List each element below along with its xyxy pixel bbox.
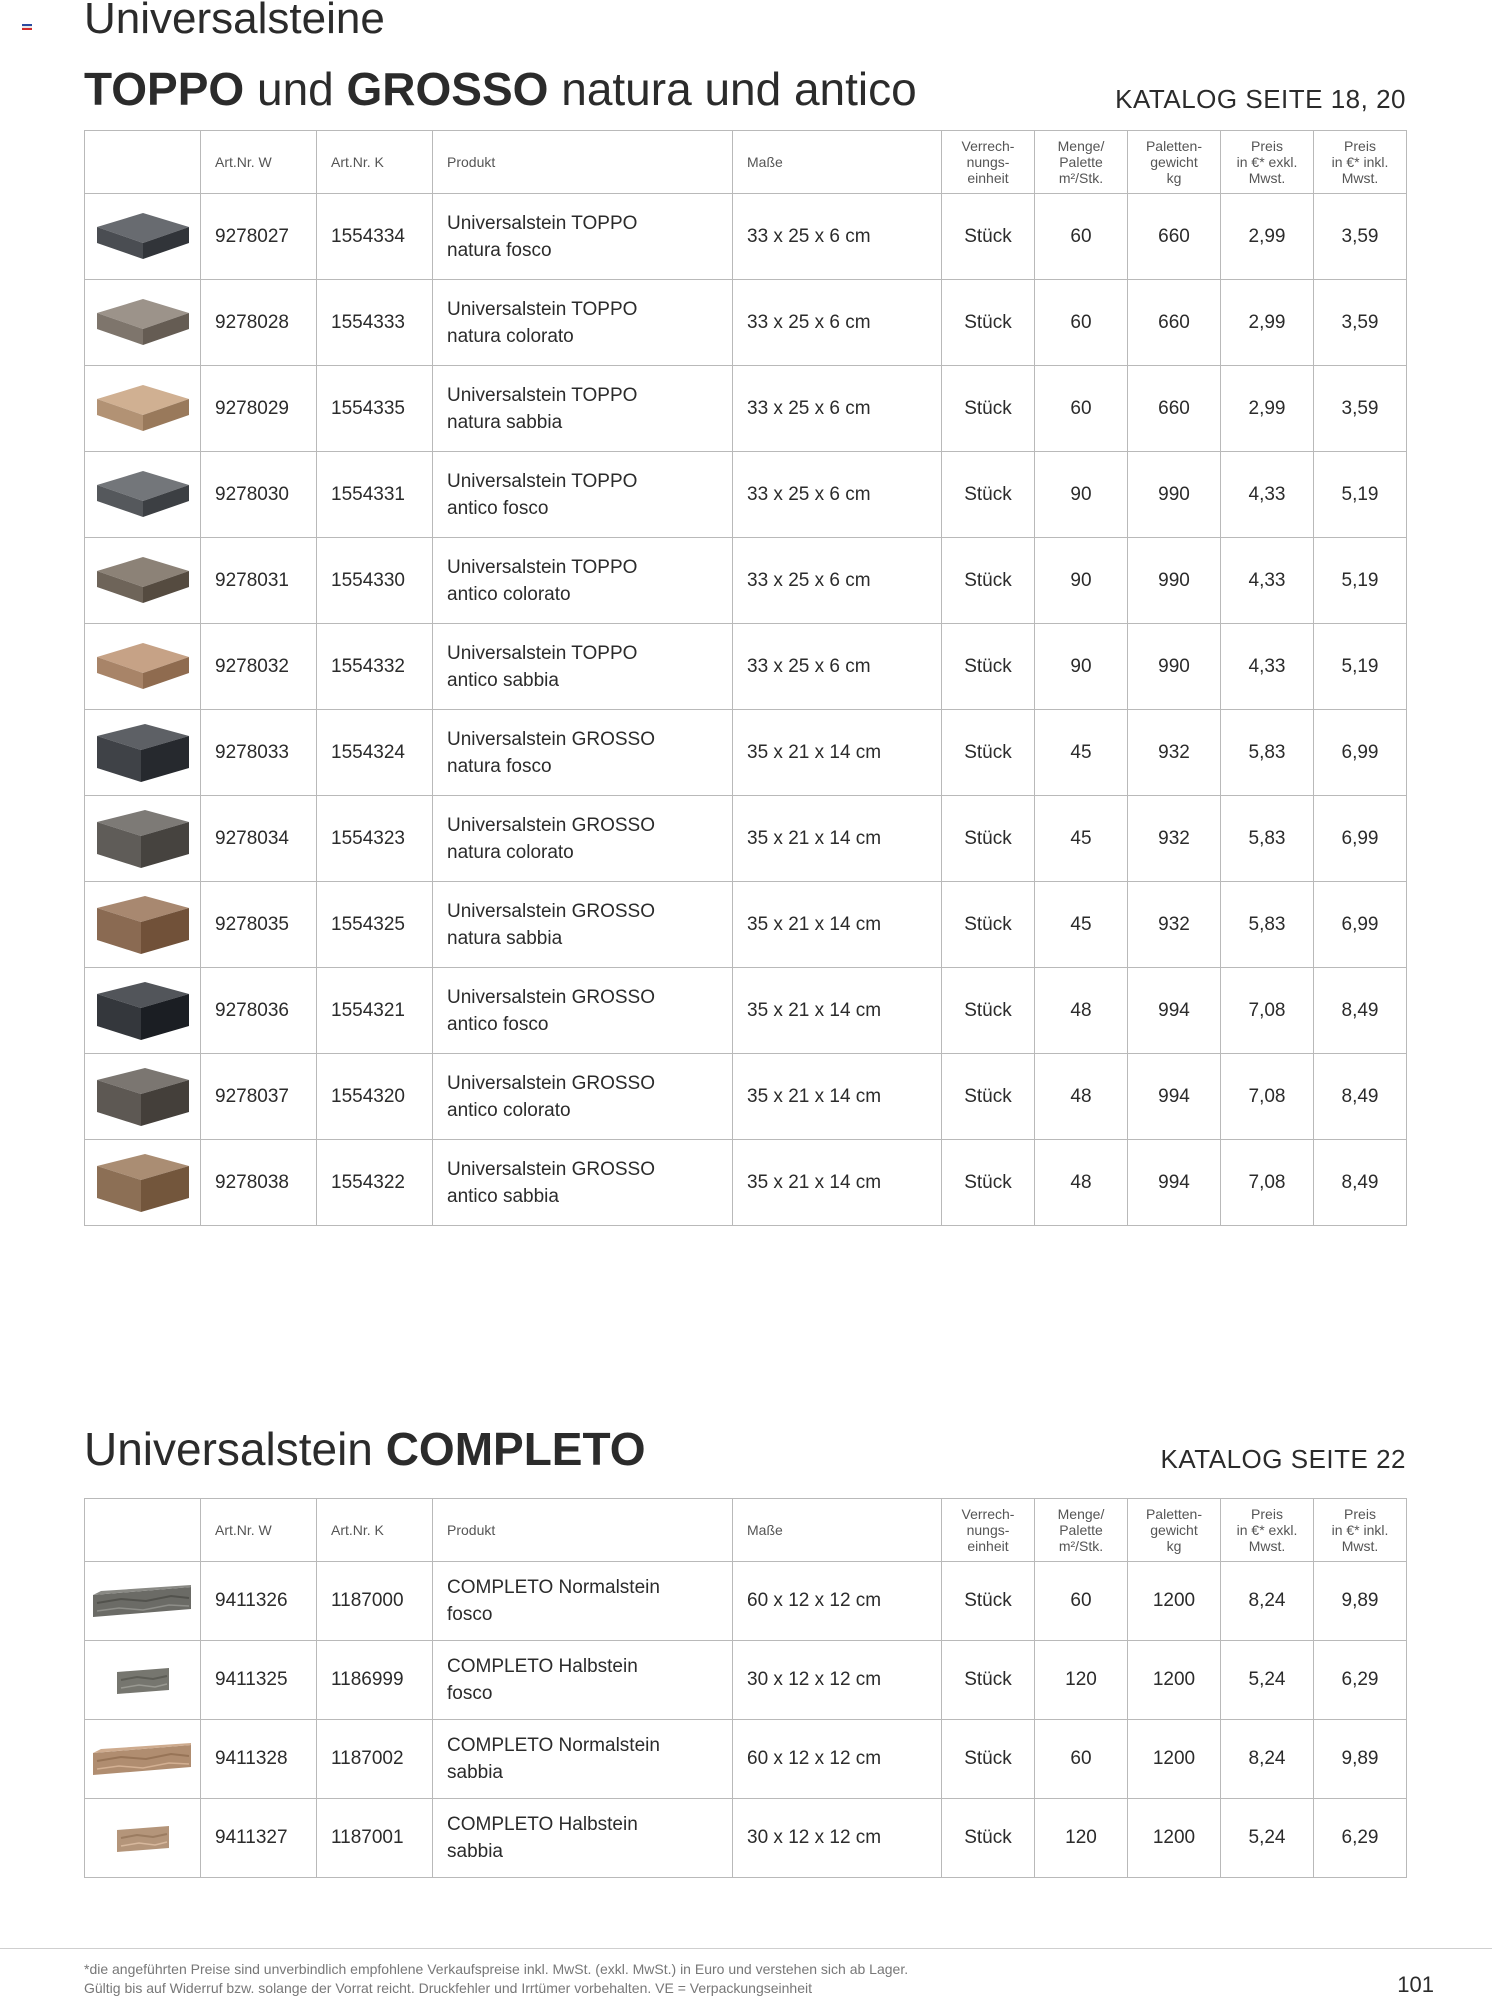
menge-palette: 48: [1035, 1140, 1128, 1226]
verrechnungseinheit: Stück: [942, 1562, 1035, 1641]
produkt: [433, 1140, 733, 1226]
product-image-cell: [85, 194, 201, 280]
masse: 33 x 25 x 6 cm: [733, 280, 942, 366]
menge-palette: 90: [1035, 624, 1128, 710]
katalog-reference-completo: KATALOG SEITE 22: [1160, 1444, 1406, 1474]
verrechnungseinheit: Stück: [942, 194, 1035, 280]
masse: 35 x 21 x 14 cm: [733, 710, 942, 796]
produkt-line-1: Universalstein GROSSO: [447, 728, 656, 750]
menge-palette: 90: [1035, 538, 1128, 624]
stone-grosso-antico-fosco-image: [93, 976, 193, 1046]
col-image: [85, 131, 201, 194]
preis-inkl: 6,29: [1314, 1799, 1407, 1878]
produkt-line-1: Universalstein TOPPO: [447, 384, 638, 406]
produkt: [433, 366, 733, 452]
produkt-line-2: natura sabbia: [447, 411, 563, 433]
table-row: [85, 796, 1407, 882]
menge-palette: 48: [1035, 968, 1128, 1054]
product-image-cell: [85, 452, 201, 538]
preis-exkl: 5,83: [1221, 796, 1314, 882]
produkt-line-1: Universalstein TOPPO: [447, 470, 638, 492]
preis-exkl: 4,33: [1221, 538, 1314, 624]
preis-inkl: 5,19: [1314, 624, 1407, 710]
paletten-gewicht: 1200: [1128, 1641, 1221, 1720]
preis-inkl: 6,99: [1314, 710, 1407, 796]
produkt-line-1: COMPLETO Normalstein: [447, 1735, 660, 1756]
title-grosso: GROSSO: [346, 63, 549, 115]
art-nr-k: 1554323: [317, 796, 433, 882]
verrechnungseinheit: Stück: [942, 366, 1035, 452]
art-nr-w: 9411327: [201, 1799, 317, 1878]
paletten-gewicht: 994: [1128, 1140, 1221, 1226]
produkt-line-1: Universalstein TOPPO: [447, 642, 638, 664]
masse: 33 x 25 x 6 cm: [733, 366, 942, 452]
preis-inkl: 8,49: [1314, 968, 1407, 1054]
paletten-gewicht: 990: [1128, 624, 1221, 710]
art-nr-w: 9411328: [201, 1720, 317, 1799]
produkt: [433, 194, 733, 280]
produkt-line-2: antico sabbia: [447, 669, 559, 691]
stone-completo-halb-sabbia-image: [113, 1818, 173, 1858]
preis-exkl: 4,33: [1221, 452, 1314, 538]
preis-inkl: 8,49: [1314, 1054, 1407, 1140]
menge-palette: 120: [1035, 1641, 1128, 1720]
table-row: [85, 1720, 1407, 1799]
produkt-line-2: natura colorato: [447, 325, 574, 347]
produkt: [433, 538, 733, 624]
paletten-gewicht: 1200: [1128, 1799, 1221, 1878]
menge-palette: 45: [1035, 710, 1128, 796]
art-nr-w: 9278032: [201, 624, 317, 710]
produkt-line-1: COMPLETO Normalstein: [447, 1577, 660, 1598]
produkt-line-2: sabbia: [447, 1841, 503, 1862]
table-row: [85, 624, 1407, 710]
flag-icon: [22, 24, 32, 30]
art-nr-w: 9278036: [201, 968, 317, 1054]
verrechnungseinheit: Stück: [942, 968, 1035, 1054]
paletten-gewicht: 932: [1128, 710, 1221, 796]
art-nr-k: 1554324: [317, 710, 433, 796]
produkt-line-2: antico fosco: [447, 1013, 549, 1035]
art-nr-k: 1554320: [317, 1054, 433, 1140]
produkt-line-2: antico fosco: [447, 497, 549, 519]
stone-grosso-natura-sabbia-image: [93, 890, 193, 960]
produkt-line-2: fosco: [447, 1604, 493, 1625]
produkt: [433, 1799, 733, 1878]
preis-exkl: 5,83: [1221, 882, 1314, 968]
art-nr-k: 1554322: [317, 1140, 433, 1226]
verrechnungseinheit: Stück: [942, 1641, 1035, 1720]
masse: 60 x 12 x 12 cm: [733, 1562, 942, 1641]
stone-toppo-natura-colorato-image: [93, 293, 193, 353]
menge-palette: 48: [1035, 1054, 1128, 1140]
masse: 35 x 21 x 14 cm: [733, 882, 942, 968]
art-nr-w: 9278030: [201, 452, 317, 538]
menge-palette: 120: [1035, 1799, 1128, 1878]
paletten-gewicht: 994: [1128, 1054, 1221, 1140]
art-nr-w: 9278037: [201, 1054, 317, 1140]
col-preis-exkl: Preis in €* exkl. Mwst.: [1221, 1499, 1314, 1562]
col-art-w: Art.Nr. W: [201, 1499, 317, 1562]
produkt: [433, 968, 733, 1054]
verrechnungseinheit: Stück: [942, 280, 1035, 366]
stone-toppo-antico-sabbia-image: [93, 637, 193, 697]
table-header-row: [85, 1499, 1407, 1562]
product-image-cell: [85, 1562, 201, 1641]
produkt-line-2: sabbia: [447, 1762, 503, 1783]
product-image-cell: [85, 538, 201, 624]
menge-palette: 60: [1035, 280, 1128, 366]
verrechnungseinheit: Stück: [942, 1054, 1035, 1140]
completo-title-light: Universalstein: [84, 1423, 386, 1475]
paletten-gewicht: 994: [1128, 968, 1221, 1054]
table-row: [85, 968, 1407, 1054]
paletten-gewicht: 660: [1128, 366, 1221, 452]
art-nr-k: 1554325: [317, 882, 433, 968]
page-number: 101: [1397, 1972, 1434, 1997]
paletten-gewicht: 1200: [1128, 1720, 1221, 1799]
table-row: [85, 538, 1407, 624]
art-nr-k: 1187001: [317, 1799, 433, 1878]
preis-exkl: 5,24: [1221, 1799, 1314, 1878]
produkt: [433, 452, 733, 538]
product-table-toppo-grosso: [84, 130, 1407, 1226]
col-gewicht: Paletten- gewicht kg: [1128, 1499, 1221, 1562]
produkt: [433, 1720, 733, 1799]
stone-toppo-natura-fosco-image: [93, 207, 193, 267]
product-table-completo: [84, 1498, 1407, 1878]
produkt-line-1: Universalstein GROSSO: [447, 814, 656, 836]
paletten-gewicht: 932: [1128, 796, 1221, 882]
produkt: [433, 1641, 733, 1720]
masse: 35 x 21 x 14 cm: [733, 1054, 942, 1140]
produkt: [433, 882, 733, 968]
preis-exkl: 5,83: [1221, 710, 1314, 796]
preis-exkl: 2,99: [1221, 366, 1314, 452]
verrechnungseinheit: Stück: [942, 1720, 1035, 1799]
masse: 30 x 12 x 12 cm: [733, 1641, 942, 1720]
col-preis-inkl: Preis in €* inkl. Mwst.: [1314, 131, 1407, 194]
art-nr-k: 1554331: [317, 452, 433, 538]
produkt-line-2: natura colorato: [447, 841, 574, 863]
table-row: [85, 1641, 1407, 1720]
menge-palette: 60: [1035, 1720, 1128, 1799]
preis-exkl: 7,08: [1221, 1140, 1314, 1226]
stone-toppo-antico-colorato-image: [93, 551, 193, 611]
col-masse: Maße: [733, 131, 942, 194]
preis-exkl: 2,99: [1221, 280, 1314, 366]
product-image-cell: [85, 710, 201, 796]
paletten-gewicht: 932: [1128, 882, 1221, 968]
preis-exkl: 8,24: [1221, 1562, 1314, 1641]
art-nr-k: 1554333: [317, 280, 433, 366]
produkt: [433, 710, 733, 796]
art-nr-k: 1187000: [317, 1562, 433, 1641]
col-verrechnungseinheit: Verrech- nungs- einheit: [942, 131, 1035, 194]
product-image-cell: [85, 1641, 201, 1720]
produkt-line-2: natura fosco: [447, 755, 552, 777]
table-row: [85, 280, 1407, 366]
table-row: [85, 1054, 1407, 1140]
produkt-line-2: natura fosco: [447, 239, 552, 261]
stone-grosso-antico-sabbia-image: [93, 1148, 193, 1218]
art-nr-k: 1554321: [317, 968, 433, 1054]
table-row: [85, 366, 1407, 452]
produkt: [433, 1054, 733, 1140]
paletten-gewicht: 660: [1128, 194, 1221, 280]
paletten-gewicht: 990: [1128, 538, 1221, 624]
preis-inkl: 3,59: [1314, 280, 1407, 366]
produkt-line-1: COMPLETO Halbstein: [447, 1656, 638, 1677]
col-menge: Menge/ Palette m²/Stk.: [1035, 1499, 1128, 1562]
stone-completo-halb-fosco-image: [113, 1660, 173, 1700]
table-row: [85, 194, 1407, 280]
stone-toppo-natura-sabbia-image: [93, 379, 193, 439]
art-nr-w: 9411326: [201, 1562, 317, 1641]
footnote: [84, 1960, 908, 1998]
art-nr-k: 1554335: [317, 366, 433, 452]
completo-title-bold: COMPLETO: [385, 1423, 646, 1475]
table-header-row: [85, 131, 1407, 194]
product-image-cell: [85, 366, 201, 452]
stone-grosso-natura-fosco-image: [93, 718, 193, 788]
table-row: [85, 710, 1407, 796]
masse: 33 x 25 x 6 cm: [733, 452, 942, 538]
art-nr-k: 1554330: [317, 538, 433, 624]
produkt-line-1: Universalstein TOPPO: [447, 298, 638, 320]
preis-inkl: 6,29: [1314, 1641, 1407, 1720]
col-image: [85, 1499, 201, 1562]
paletten-gewicht: 660: [1128, 280, 1221, 366]
produkt-line-1: COMPLETO Halbstein: [447, 1814, 638, 1835]
menge-palette: 60: [1035, 1562, 1128, 1641]
art-nr-k: 1187002: [317, 1720, 433, 1799]
product-image-cell: [85, 1140, 201, 1226]
preis-inkl: 9,89: [1314, 1562, 1407, 1641]
verrechnungseinheit: Stück: [942, 1799, 1035, 1878]
verrechnungseinheit: Stück: [942, 1140, 1035, 1226]
art-nr-k: 1554332: [317, 624, 433, 710]
col-preis-exkl: Preis in €* exkl. Mwst.: [1221, 131, 1314, 194]
preis-exkl: 2,99: [1221, 194, 1314, 280]
produkt-line-2: antico colorato: [447, 1099, 571, 1121]
menge-palette: 90: [1035, 452, 1128, 538]
stone-toppo-antico-fosco-image: [93, 465, 193, 525]
produkt: [433, 796, 733, 882]
footnote-line-1: *die angeführten Preise sind unverbindlich empfohlene Verkaufspreise inkl. MwSt. (exkl. MwSt.) in Euro und verstehen sich ab Lager.: [84, 1961, 909, 1977]
col-gewicht: Paletten- gewicht kg: [1128, 131, 1221, 194]
page-title: [84, 62, 917, 116]
masse: 60 x 12 x 12 cm: [733, 1720, 942, 1799]
product-image-cell: [85, 1054, 201, 1140]
paletten-gewicht: 1200: [1128, 1562, 1221, 1641]
masse: 35 x 21 x 14 cm: [733, 796, 942, 882]
stone-completo-normal-fosco-image: [91, 1581, 195, 1621]
verrechnungseinheit: Stück: [942, 710, 1035, 796]
paletten-gewicht: 990: [1128, 452, 1221, 538]
art-nr-w: 9411325: [201, 1641, 317, 1720]
footer-divider: [0, 1948, 1492, 1949]
masse: 35 x 21 x 14 cm: [733, 1140, 942, 1226]
masse: 30 x 12 x 12 cm: [733, 1799, 942, 1878]
art-nr-w: 9278034: [201, 796, 317, 882]
produkt-line-2: fosco: [447, 1683, 493, 1704]
product-image-cell: [85, 280, 201, 366]
art-nr-w: 9278035: [201, 882, 317, 968]
art-nr-w: 9278031: [201, 538, 317, 624]
produkt-line-2: antico colorato: [447, 583, 571, 605]
menge-palette: 60: [1035, 366, 1128, 452]
preis-inkl: 3,59: [1314, 194, 1407, 280]
verrechnungseinheit: Stück: [942, 452, 1035, 538]
preis-inkl: 6,99: [1314, 796, 1407, 882]
product-image-cell: [85, 1799, 201, 1878]
preis-exkl: 8,24: [1221, 1720, 1314, 1799]
product-image-cell: [85, 1720, 201, 1799]
col-produkt: Produkt: [433, 131, 733, 194]
table-row: [85, 1140, 1407, 1226]
title-toppo: TOPPO: [84, 63, 245, 115]
menge-palette: 45: [1035, 796, 1128, 882]
art-nr-k: 1186999: [317, 1641, 433, 1720]
art-nr-w: 9278033: [201, 710, 317, 796]
preis-exkl: 7,08: [1221, 1054, 1314, 1140]
art-nr-w: 9278028: [201, 280, 317, 366]
masse: 33 x 25 x 6 cm: [733, 624, 942, 710]
preis-inkl: 5,19: [1314, 452, 1407, 538]
product-image-cell: [85, 968, 201, 1054]
title-und: und: [244, 63, 347, 115]
col-produkt: Produkt: [433, 1499, 733, 1562]
menge-palette: 60: [1035, 194, 1128, 280]
preis-exkl: 4,33: [1221, 624, 1314, 710]
table-row: [85, 1562, 1407, 1641]
produkt-line-1: Universalstein TOPPO: [447, 556, 638, 578]
category-title: Universalsteine: [84, 0, 385, 43]
produkt-line-1: Universalstein GROSSO: [447, 1158, 656, 1180]
produkt: [433, 624, 733, 710]
stone-grosso-antico-colorato-image: [93, 1062, 193, 1132]
col-masse: Maße: [733, 1499, 942, 1562]
preis-inkl: 6,99: [1314, 882, 1407, 968]
stone-grosso-natura-colorato-image: [93, 804, 193, 874]
art-nr-k: 1554334: [317, 194, 433, 280]
verrechnungseinheit: Stück: [942, 882, 1035, 968]
col-verrechnungseinheit: Verrech- nungs- einheit: [942, 1499, 1035, 1562]
produkt-line-2: antico sabbia: [447, 1185, 559, 1207]
art-nr-w: 9278038: [201, 1140, 317, 1226]
product-image-cell: [85, 624, 201, 710]
preis-exkl: 7,08: [1221, 968, 1314, 1054]
table-row: [85, 882, 1407, 968]
produkt-line-1: Universalstein GROSSO: [447, 900, 656, 922]
produkt-line-2: natura sabbia: [447, 927, 563, 949]
col-art-k: Art.Nr. K: [317, 1499, 433, 1562]
verrechnungseinheit: Stück: [942, 538, 1035, 624]
menge-palette: 45: [1035, 882, 1128, 968]
produkt: [433, 1562, 733, 1641]
table-row: [85, 452, 1407, 538]
col-preis-inkl: Preis in €* inkl. Mwst.: [1314, 1499, 1407, 1562]
masse: 33 x 25 x 6 cm: [733, 194, 942, 280]
completo-title: [84, 1422, 646, 1476]
verrechnungseinheit: Stück: [942, 624, 1035, 710]
stone-completo-normal-sabbia-image: [91, 1739, 195, 1779]
col-art-w: Art.Nr. W: [201, 131, 317, 194]
col-art-k: Art.Nr. K: [317, 131, 433, 194]
footnote-line-2: Gültig bis auf Widerruf bzw. solange der Vorrat reicht. Druckfehler und Irrtümer vorbehalten. VE = Verpackungseinheit: [84, 1980, 812, 1996]
title-rest: natura und antico: [548, 63, 917, 115]
masse: 35 x 21 x 14 cm: [733, 968, 942, 1054]
art-nr-w: 9278027: [201, 194, 317, 280]
preis-inkl: 3,59: [1314, 366, 1407, 452]
art-nr-w: 9278029: [201, 366, 317, 452]
col-menge: Menge/ Palette m²/Stk.: [1035, 131, 1128, 194]
preis-inkl: 5,19: [1314, 538, 1407, 624]
produkt-line-1: Universalstein GROSSO: [447, 1072, 656, 1094]
masse: 33 x 25 x 6 cm: [733, 538, 942, 624]
produkt-line-1: Universalstein GROSSO: [447, 986, 656, 1008]
preis-exkl: 5,24: [1221, 1641, 1314, 1720]
product-image-cell: [85, 882, 201, 968]
preis-inkl: 8,49: [1314, 1140, 1407, 1226]
produkt: [433, 280, 733, 366]
katalog-reference: KATALOG SEITE 18, 20: [1115, 84, 1406, 114]
verrechnungseinheit: Stück: [942, 796, 1035, 882]
produkt-line-1: Universalstein TOPPO: [447, 212, 638, 234]
product-image-cell: [85, 796, 201, 882]
table-row: [85, 1799, 1407, 1878]
preis-inkl: 9,89: [1314, 1720, 1407, 1799]
